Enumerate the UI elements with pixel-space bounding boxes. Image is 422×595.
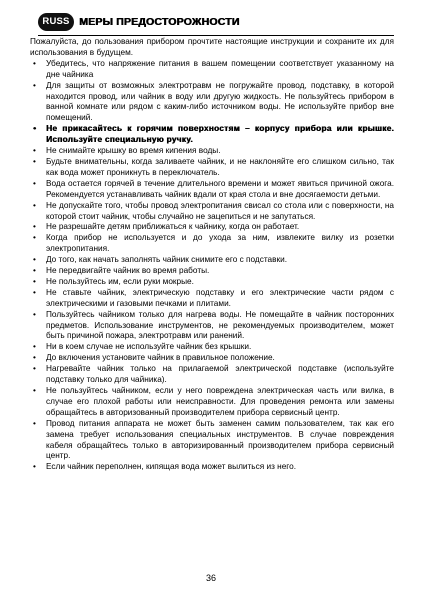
safety-item: • Не пользуйтесь им, если руки мокрые. (30, 277, 394, 288)
safety-item: • Не пользуйтесь чайником, если у него повреждена электрическая часть или вилка, в случае его плохой работы или неисправности. Для проведения ремонта или замены обращайтесь в авторизованный производителем прибора сервисный центр. (30, 386, 394, 419)
page-number: 36 (205, 573, 216, 583)
safety-item: • Не разрешайте детям приближаться к чайнику, когда он работает. (30, 222, 394, 233)
safety-item: • Когда прибор не используется и до ухода за ним, извлеките вилку из розетки электропитания. (30, 233, 394, 255)
section-title: МЕРЫ ПРЕДОСТОРОЖНОСТИ (79, 16, 240, 28)
brand-logo: RUSS (38, 13, 74, 31)
safety-item: • Ни в коем случае не используйте чайник без крышки. (30, 342, 394, 353)
safety-item: • Пользуйтесь чайником только для нагрева воды. Не помещайте в чайник посторонних предметов. Использование инструментов, не рекомендуемых производителем, может быть причиной пожара, электротравм или ранений. (30, 310, 394, 343)
safety-item-emphasized: • Не прикасайтесь к горячим поверхностям – корпусу прибора или крышке. Используйте специальную ручку. (30, 124, 394, 146)
intro-paragraph: Пожалуйста, до пользования прибором прочтите настоящие инструкции и сохраните их для использования в будущем. (30, 37, 394, 57)
safety-item: • Не допускайте того, чтобы провод электропитания свисал со стола или с поверхности, на которой стоит чайник, чтобы случайно не зацепиться и не запутаться. (30, 201, 394, 223)
safety-item: • Провод питания аппарата не может быть заменен самим пользователем, так как его замена требует использования специальных инструментов. В случае повреждения кабеля обращайтесь только в авторизированный производителем прибора сервисный центр. (30, 419, 394, 463)
safety-list (30, 59, 394, 473)
safety-item: • До включения установите чайник в правильное положение. (30, 353, 394, 364)
safety-item: • Убедитесь, что напряжение питания в вашем помещении соответствует указанному на дне чайника (30, 59, 394, 81)
section-header (38, 13, 394, 37)
safety-item: • Будьте внимательны, когда заливаете чайник, и не наклоняйте его слишком сильно, так как вода может проникнуть в переключатель. (30, 157, 394, 179)
safety-item: • Не ставьте чайник, электрическую подставку и его электрические части рядом с электрическими и газовыми печками и плитами. (30, 288, 394, 310)
header-divider (38, 35, 394, 36)
safety-item: • Не снимайте крышку во время кипения воды. (30, 146, 394, 157)
safety-item: • Нагревайте чайник только на прилагаемой электрической подставке (используйте подставку только для чайника). (30, 364, 394, 386)
safety-item: • До того, как начать заполнять чайник снимите его с подставки. (30, 255, 394, 266)
safety-item: • Не передвигайте чайник во время работы. (30, 266, 394, 277)
safety-item: • Вода остается горячей в течение длительного времени и может явиться причиной ожога. Рекомендуется устанавливать чайник вдали от края стола и вне досягаемости детьми. (30, 179, 394, 201)
safety-item: • Если чайник переполнен, кипящая вода может вылиться из него. (30, 462, 394, 473)
safety-content (30, 37, 394, 473)
safety-item: • Для защиты от возможных электротравм не погружайте провод, подставку, в которой находится провод, или чайник в воду или другую жидкость. Не пользуйтесь прибором в ванной комнате или рядом с каким-либо источником воды. Не используйте прибор вне помещений. (30, 81, 394, 125)
